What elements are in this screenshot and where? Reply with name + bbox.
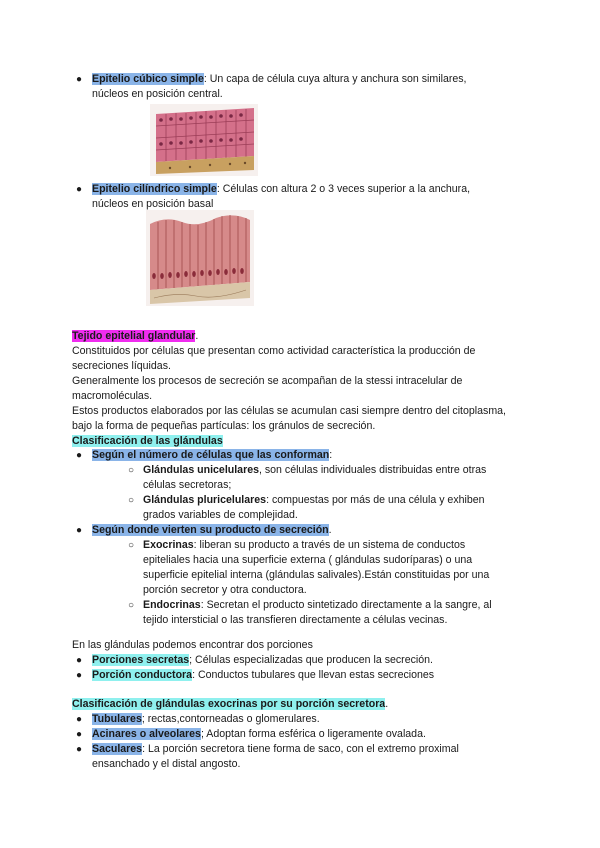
exocrinas-section-title: Clasificación de glándulas exocrinas por su porción secretora. bbox=[72, 698, 389, 710]
bullet-icon: ● bbox=[76, 655, 83, 666]
bullet-icon: ● bbox=[76, 670, 83, 681]
list-item-acinares: ● Acinares o alveolares; Adoptan forma esférica o ligeramente ovalada. bbox=[76, 728, 426, 740]
bullet-icon: ● bbox=[76, 184, 83, 195]
list-item-pluricelulares: ○ Glándulas pluricelulares: compuestas por más de una célula y exhiben grados variables de complejidad. bbox=[128, 494, 485, 521]
term-epitelio-cubico: Epitelio cúbico simple bbox=[92, 73, 204, 85]
term-epitelio-cilindrico: Epitelio cilíndrico simple bbox=[92, 183, 217, 195]
list-item-segun-vierten: ● Según donde vierten su producto de secreción. bbox=[76, 524, 332, 536]
cuboidal-epithelium-image bbox=[150, 104, 258, 176]
bullet-icon: ● bbox=[76, 525, 83, 536]
list-item-segun-numero: ● Según el número de células que las conforman: bbox=[76, 449, 333, 461]
circle-bullet-icon: ○ bbox=[128, 540, 135, 551]
section-title-clasificacion: Clasificación de las glándulas bbox=[72, 435, 223, 447]
list-item-unicelulares: ○ Glándulas unicelulares, son células individuales distribuidas entre otras células secretoras; bbox=[128, 464, 487, 491]
list-item-epitelio-cilindrico: ● Epitelio cilíndrico simple: Células con altura 2 o 3 veces superior a la anchura, núcleos en posición basal bbox=[76, 183, 471, 210]
list-item-porcion-conductora: ● Porción conductora: Conductos tubulares que llevan estas secreciones bbox=[76, 669, 435, 681]
list-item-epitelio-cubico: ● Epitelio cúbico simple: Un capa de célula cuya altura y anchura son similares, núcleos en posición central. bbox=[76, 73, 467, 100]
list-item-tubulares: ● Tubulares; rectas,contorneadas o glomerulares. bbox=[76, 713, 320, 725]
glandular-section: Tejido epitelial glandular. Constituidos por células que presentan como actividad característica la producción de secreciones líquidas. Generalmente los procesos de secreción se acompañan de la stessi intracelular de macromoléculas. Estos productos elaborados por las células se acumulan casi siempre dentro del citoplasma, bajo la forma de pequeñas partículas: los gránulos de secreción. Clasificación de las glándulas bbox=[72, 330, 506, 447]
list-item-porciones-secretas: ● Porciones secretas; Células especializadas que producen la secreción. bbox=[76, 654, 433, 666]
circle-bullet-icon: ○ bbox=[128, 600, 135, 611]
porciones-intro: En las glándulas podemos encontrar dos porciones bbox=[72, 639, 313, 651]
circle-bullet-icon: ○ bbox=[128, 495, 135, 506]
bullet-icon: ● bbox=[76, 74, 83, 85]
list-item-saculares: ● Saculares: La porción secretora tiene forma de saco, con el extremo proximal ensanchado y el distal angosto. bbox=[76, 743, 459, 770]
bullet-icon: ● bbox=[76, 744, 83, 755]
bullet-icon: ● bbox=[76, 714, 83, 725]
list-item-endocrinas: ○ Endocrinas: Secretan el producto sintetizado directamente a la sangre, al tejido intersticial o las transfieren directamente a células vecinas. bbox=[128, 599, 492, 626]
section-title-glandular: Tejido epitelial glandular bbox=[72, 330, 196, 342]
bullet-icon: ● bbox=[76, 729, 83, 740]
bullet-icon: ● bbox=[76, 450, 83, 461]
circle-bullet-icon: ○ bbox=[128, 465, 135, 476]
columnar-epithelium-image bbox=[146, 210, 254, 306]
list-item-exocrinas: ○ Exocrinas: liberan su producto a través de un sistema de conductos epiteliales hacia una superficie externa ( glándulas sudoríparas) o una superficie epitelial interna (glándulas salivales).Están constituidas por una porción secretor y otra conductora. bbox=[128, 539, 490, 596]
